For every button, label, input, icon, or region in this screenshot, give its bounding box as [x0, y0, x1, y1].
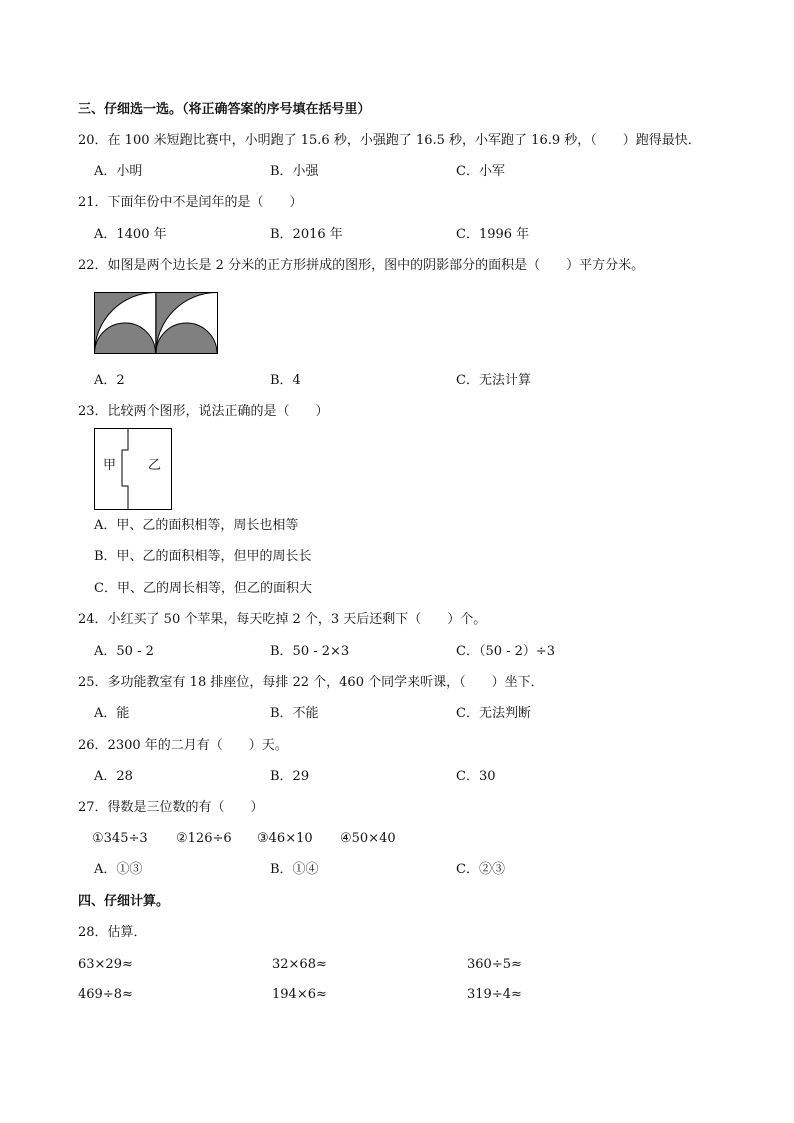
section4-title: 四、仔细计算。: [78, 894, 170, 909]
q22-squares-figure: [94, 292, 218, 354]
q26-stem: 26．2300 年的二月有（ ）天。: [78, 738, 288, 753]
q27-item-4: ④50×40: [340, 831, 396, 846]
q20-option-b[interactable]: B．小强: [270, 164, 319, 179]
q23-option-c[interactable]: C．甲、乙的周长相等，但乙的面积大: [94, 581, 312, 596]
q26-option-b[interactable]: B．29: [270, 769, 310, 784]
q20-option-c[interactable]: C．小军: [456, 164, 505, 179]
q24-option-a[interactable]: A．50 - 2: [94, 644, 154, 659]
q21-stem: 21．下面年份中不是闰年的是（ ）: [78, 195, 303, 210]
q26-option-a[interactable]: A．28: [94, 769, 133, 784]
q20-option-a[interactable]: A．小明: [94, 164, 143, 179]
q23-option-a[interactable]: A．甲、乙的面积相等，周长也相等: [94, 518, 299, 533]
q28-r2-c2: 194×6≈: [272, 987, 327, 1002]
q27-item-2: ②126÷6: [176, 831, 232, 846]
q27-option-b[interactable]: B．①④: [270, 862, 319, 877]
q28-r2-c3: 319÷4≈: [467, 987, 522, 1002]
q20-stem: 20．在 100 米短跑比赛中，小明跑了 15.6 秒，小强跑了 16.5 秒，小军跑了 16.9 秒，（ ）跑得最快．: [78, 133, 701, 148]
q25-option-a[interactable]: A．能: [94, 706, 130, 721]
q22-stem: 22．如图是两个边长是 2 分米的正方形拼成的图形，图中的阴影部分的面积是（ ）平方分米。: [78, 258, 645, 273]
q28-r1-c2: 32×68≈: [272, 957, 327, 972]
q23-stem: 23．比较两个图形，说法正确的是（ ）: [78, 404, 329, 419]
q24-stem: 24．小红买了 50 个苹果，每天吃掉 2 个，3 天后还剩下（ ）个。: [78, 612, 487, 627]
q27-option-a[interactable]: A．①③: [94, 862, 143, 877]
q27-item-1: ①345÷3: [92, 831, 148, 846]
q22-option-b[interactable]: B．4: [270, 373, 301, 388]
q22-option-c[interactable]: C．无法计算: [456, 373, 531, 388]
q27-item-3: ③46×10: [257, 831, 313, 846]
q25-option-b[interactable]: B．不能: [270, 706, 319, 721]
q27-stem: 27．得数是三位数的有（ ）: [78, 800, 264, 815]
q22-option-a[interactable]: A．2: [94, 373, 125, 388]
q27-option-c[interactable]: C．②③: [456, 862, 505, 877]
q21-option-a[interactable]: A．1400 年: [94, 227, 167, 242]
q23-label-jia: 甲: [103, 458, 117, 473]
q23-label-yi: 乙: [148, 458, 162, 473]
q23-option-b[interactable]: B．甲、乙的面积相等，但甲的周长长: [94, 549, 312, 564]
q25-option-c[interactable]: C．无法判断: [456, 706, 531, 721]
q25-stem: 25．多功能教室有 18 排座位，每排 22 个，460 个同学来听课，（ ）坐下．: [78, 675, 544, 690]
q28-r1-c3: 360÷5≈: [467, 957, 522, 972]
q28-stem: 28．估算．: [78, 925, 147, 940]
q26-option-c[interactable]: C．30: [456, 769, 496, 784]
section3-title: 三、仔细选一选。（将正确答案的序号填在括号里）: [78, 102, 371, 117]
q21-option-b[interactable]: B．2016 年: [270, 227, 343, 242]
q24-option-b[interactable]: B．50 - 2×3: [270, 644, 350, 659]
q24-option-c[interactable]: C．（50 - 2）÷3: [456, 644, 556, 659]
q28-r2-c1: 469÷8≈: [78, 987, 133, 1002]
q28-r1-c1: 63×29≈: [78, 957, 133, 972]
q21-option-c[interactable]: C．1996 年: [456, 227, 530, 242]
